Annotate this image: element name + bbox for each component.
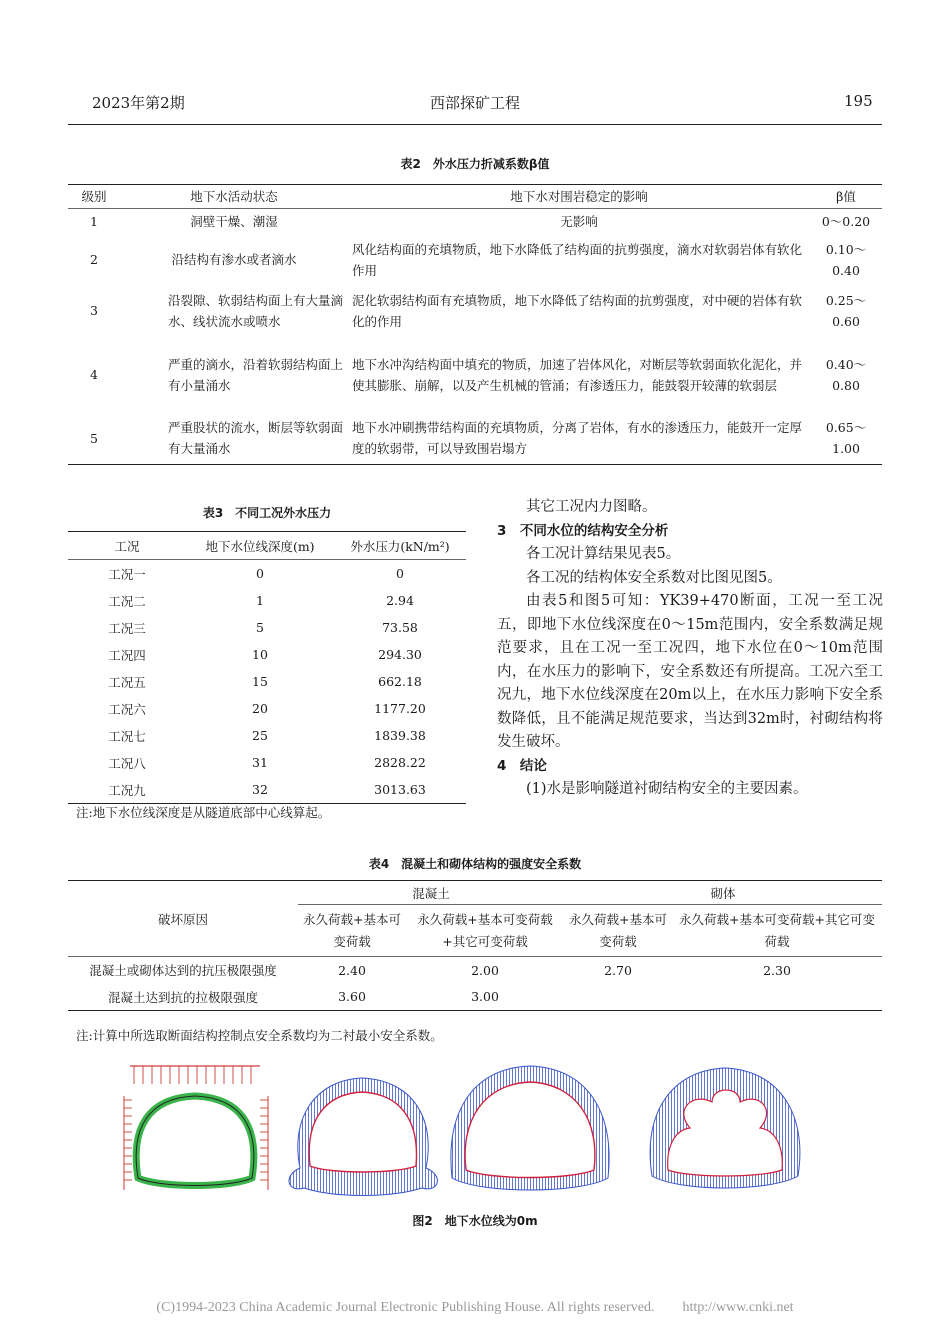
table-row [68, 722, 466, 749]
table4-value: 2.00 [471, 962, 499, 978]
table2-level: 1 [90, 214, 98, 230]
table3-pressure: 2828.22 [374, 755, 426, 770]
table-row [68, 641, 466, 668]
table3-depth: 1 [256, 593, 264, 608]
table3-case: 工况七 [108, 728, 146, 744]
paragraph: 各工况的结构体安全系数对比图见图5。 [526, 569, 782, 586]
table2-state: 沿裂隙、软弱结构面上有大量滴水、线状流水或喷水 [168, 292, 344, 329]
paragraph: (1)水是影响隧道衬砌结构安全的主要因素。 [526, 781, 808, 797]
table2-state: 沿结构有渗水或者滴水 [171, 252, 297, 267]
figure2-graphic [100, 1058, 880, 1204]
table3-depth: 31 [252, 755, 268, 770]
table3-case: 工况一 [108, 566, 146, 582]
table4-row-name: 混凝土达到抗的拉极限强度 [107, 989, 258, 1005]
table4-note: 注:计算中所选取断面结构控制点安全系数均为二衬最小安全系数。 [76, 1028, 443, 1043]
table-row [68, 560, 466, 588]
table2-beta: 0.65～1.00 [825, 420, 867, 457]
table4-caption: 表4 混凝土和砌体结构的强度安全系数 [368, 857, 582, 871]
copyright-footer: (C)1994-2023 China Academic Journal Electronic Publishing House. All rights reserved. http://www.cnki.net [156, 1300, 794, 1315]
table2-state: 严重的滴水，沿着软弱结构面上有小量涌水 [168, 356, 344, 393]
table3-depth: 15 [252, 674, 268, 689]
table3-case: 工况四 [108, 647, 146, 663]
table2-effect: 地下水冲刷携带结构面的充填物质，分离了岩体，有水的渗透压力，能鼓开一定厚度的软弱带，可以导致围岩塌方 [352, 420, 803, 457]
table3-pressure: 2.94 [386, 593, 414, 608]
table3-case: 工况六 [108, 701, 146, 717]
table3-header: 工况 [114, 538, 140, 554]
table2-level: 5 [90, 430, 98, 446]
table3-header: 地下水位线深度(m) [205, 538, 315, 554]
table2-effect: 泥化软弱结构面有充填物质，地下水降低了结构面的抗剪强度，对中硬的岩体有软化的作用 [352, 292, 803, 329]
table4-value [564, 984, 672, 1011]
table4-value: 2.30 [763, 962, 791, 978]
table3-pressure: 662.18 [378, 674, 422, 689]
table4-subheader: 永久荷载+基本可变荷载 [569, 911, 667, 949]
journal-title: 西部探矿工程 [429, 94, 520, 112]
table4-failure-header: 破坏原因 [68, 881, 298, 957]
table-row [68, 695, 466, 722]
table-row [68, 285, 882, 337]
table2-effect: 风化结构面的充填物质，地下水降低了结构面的抗剪强度，滴水对软弱岩体有软化作用 [352, 241, 803, 278]
paragraph: 其它工况内力图略。 [526, 499, 657, 515]
figure2-load-model [124, 1066, 268, 1190]
table3-pressure: 3013.63 [374, 782, 426, 797]
table3-header: 外水压力(kN/m²) [350, 538, 450, 554]
section-heading: 4 结论 [497, 757, 547, 774]
table-row [68, 984, 882, 1011]
table2-beta: 0.25～0.60 [825, 292, 867, 329]
table3-depth: 10 [252, 647, 268, 662]
table2-beta: 0.10～0.40 [825, 241, 867, 278]
table-row [68, 337, 882, 413]
table3-depth: 32 [252, 782, 268, 797]
section-heading: 3 不同水位的结构安全分析 [497, 522, 669, 539]
table2-header: β值 [836, 189, 856, 204]
table2 [68, 184, 882, 465]
table-row [68, 614, 466, 641]
table2-beta: 0.40～0.80 [825, 356, 867, 393]
table4-value: 2.70 [604, 962, 632, 978]
table2-effect: 地下水冲沟结构面中填充的物质，加速了岩体风化，对断层等软弱面软化泥化，并使其膨胀、崩解，以及产生机械的管涌；有渗透压力，能鼓裂开较薄的软弱层 [352, 356, 803, 393]
table3-pressure: 294.30 [378, 647, 422, 662]
figure2-moment-diagram [289, 1078, 437, 1196]
table2-header: 地下水对围岩稳定的影响 [510, 189, 648, 204]
table3-depth: 25 [252, 728, 268, 743]
table3-case: 工况三 [108, 620, 146, 636]
table3-case: 工况八 [108, 755, 146, 771]
table3-case: 工况九 [108, 782, 146, 798]
table-row [68, 668, 466, 695]
table3-pressure: 73.58 [382, 620, 418, 635]
table2-header: 地下水活动状态 [190, 189, 278, 204]
table3 [68, 531, 466, 804]
table3-depth: 20 [252, 701, 268, 716]
table3-depth: 5 [256, 620, 264, 635]
table2-state: 严重股状的流水，断层等软弱面有大量涌水 [168, 420, 344, 457]
table2-effect: 无影响 [560, 214, 598, 230]
table4-subheader: 永久荷载+基本可变荷载 [303, 911, 401, 949]
table2-caption: 表2 外水压力折减系数β值 [400, 157, 550, 171]
table3-depth: 0 [256, 566, 264, 581]
table3-case: 工况五 [108, 674, 146, 690]
table-row [68, 749, 466, 776]
table4-group-masonry: 砌体 [564, 881, 882, 905]
table4-subheader: 永久荷载+基本可变荷载+其它可变荷载 [679, 911, 875, 949]
table-row [68, 587, 466, 614]
journal-issue: 2023年第2期 [92, 94, 185, 112]
body-text [497, 496, 883, 802]
table2-header: 级别 [81, 189, 107, 204]
table3-pressure: 1839.38 [374, 728, 426, 743]
figure2-axial-diagram [451, 1066, 609, 1190]
table3-pressure: 1177.20 [374, 701, 426, 716]
table4-group-concrete: 混凝土 [298, 881, 564, 905]
table4-value: 2.40 [338, 962, 366, 978]
table-row [68, 209, 882, 235]
table-row [68, 776, 466, 804]
table-row [68, 235, 882, 285]
page-number: 195 [844, 92, 873, 110]
table2-beta: 0～0.20 [821, 214, 871, 230]
table3-note: 注:地下水位线深度是从隧道底部中心线算起。 [76, 805, 331, 820]
figure2-shear-diagram [650, 1068, 800, 1188]
table4-subheader: 永久荷载+基本可变荷载+其它可变荷载 [417, 911, 553, 949]
table3-case: 工况二 [108, 593, 146, 609]
table4-row-name: 混凝土或砌体达到的抗压极限强度 [89, 963, 277, 979]
table3-pressure: 0 [396, 566, 404, 581]
header-rule [68, 124, 882, 125]
table4-value: 3.00 [471, 989, 499, 1005]
table2-level: 2 [90, 252, 98, 267]
table-row [68, 957, 882, 984]
table4 [68, 880, 882, 1011]
table2-state: 洞壁干燥、潮湿 [190, 214, 278, 230]
paragraph: 由表5和图5可知：YK39+470断面，工况一至工况五，即地下水位线深度在0～15m范围内，安全系数满足规范要求，且在工况一至工况四，地下水位在0～10m范围内，在水压力的影响下，安全系数还有所提高。工况六至工况九，地下水位线深度在20m以上，在水压力影响下安全系数降低，且不能满足规范要求，当达到32m时，衬砌结构将发生破坏。 [497, 593, 883, 750]
paragraph: 各工况计算结果见表5。 [526, 546, 681, 562]
table4-value: 3.60 [338, 989, 366, 1005]
figure2-caption: 图2 地下水位线为0m [412, 1214, 538, 1228]
table2-level: 3 [90, 303, 98, 318]
table3-caption: 表3 不同工况外水压力 [202, 506, 332, 520]
table2-level: 4 [90, 367, 98, 382]
table-row [68, 413, 882, 465]
table4-value [672, 984, 882, 1011]
